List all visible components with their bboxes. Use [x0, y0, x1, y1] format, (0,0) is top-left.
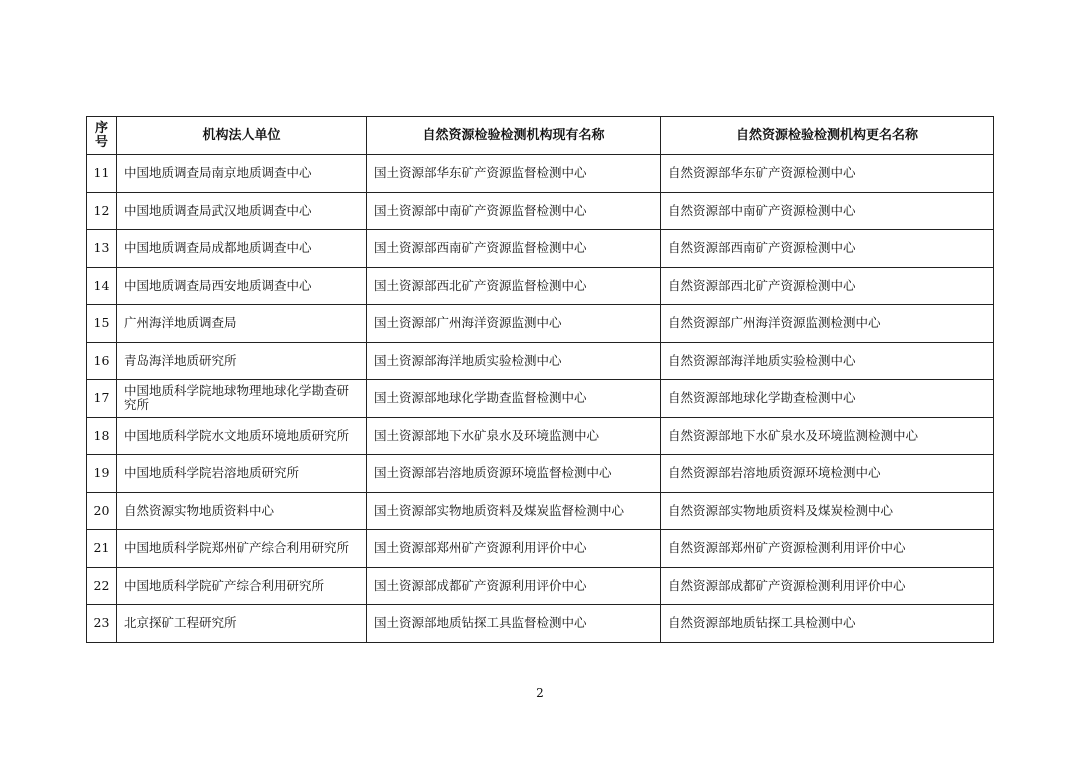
- cell-new-name: 自然资源部华东矿产资源检测中心: [661, 155, 994, 193]
- cell-new-name: 自然资源部西南矿产资源检测中心: [661, 230, 994, 268]
- cell-legal-entity: 广州海洋地质调查局: [117, 305, 367, 343]
- cell-legal-entity: 青岛海洋地质研究所: [117, 342, 367, 380]
- cell-new-name: 自然资源部实物地质资料及煤炭检测中心: [661, 492, 994, 530]
- cell-serial-number: 22: [87, 567, 117, 605]
- cell-current-name: 国土资源部地球化学勘查监督检测中心: [367, 380, 661, 418]
- cell-new-name: 自然资源部地质钻探工具检测中心: [661, 605, 994, 643]
- table-header-row: [87, 117, 994, 155]
- cell-serial-number: 19: [87, 455, 117, 493]
- cell-serial-number: 20: [87, 492, 117, 530]
- cell-legal-entity: 中国地质调查局武汉地质调查中心: [117, 192, 367, 230]
- cell-new-name: 自然资源部郑州矿产资源检测利用评价中心: [661, 530, 994, 568]
- table-row: [87, 305, 994, 343]
- cell-serial-number: 16: [87, 342, 117, 380]
- cell-current-name: 国土资源部西北矿产资源监督检测中心: [367, 267, 661, 305]
- table-row: [87, 192, 994, 230]
- cell-current-name: 国土资源部地质钻探工具监督检测中心: [367, 605, 661, 643]
- cell-current-name: 国土资源部海洋地质实验检测中心: [367, 342, 661, 380]
- table-row: [87, 267, 994, 305]
- table-body: [87, 155, 994, 643]
- table-row: [87, 417, 994, 455]
- cell-legal-entity: 中国地质科学院地球物理地球化学勘查研究所: [117, 380, 367, 418]
- cell-legal-entity: 中国地质科学院水文地质环境地质研究所: [117, 417, 367, 455]
- cell-legal-entity: 自然资源实物地质资料中心: [117, 492, 367, 530]
- cell-new-name: 自然资源部成都矿产资源检测利用评价中心: [661, 567, 994, 605]
- cell-current-name: 国土资源部岩溶地质资源环境监督检测中心: [367, 455, 661, 493]
- cell-current-name: 国土资源部西南矿产资源监督检测中心: [367, 230, 661, 268]
- cell-legal-entity: 中国地质调查局南京地质调查中心: [117, 155, 367, 193]
- cell-serial-number: 15: [87, 305, 117, 343]
- cell-legal-entity: 中国地质科学院岩溶地质研究所: [117, 455, 367, 493]
- header-serial-number: 序号: [87, 117, 117, 155]
- cell-new-name: 自然资源部海洋地质实验检测中心: [661, 342, 994, 380]
- cell-serial-number: 14: [87, 267, 117, 305]
- cell-current-name: 国土资源部郑州矿产资源利用评价中心: [367, 530, 661, 568]
- cell-legal-entity: 北京探矿工程研究所: [117, 605, 367, 643]
- cell-serial-number: 17: [87, 380, 117, 418]
- table-row: [87, 530, 994, 568]
- header-legal-entity: 机构法人单位: [117, 117, 367, 155]
- cell-serial-number: 21: [87, 530, 117, 568]
- header-new-name: 自然资源检验检测机构更名名称: [661, 117, 994, 155]
- cell-new-name: 自然资源部中南矿产资源检测中心: [661, 192, 994, 230]
- table-row: [87, 230, 994, 268]
- cell-new-name: 自然资源部广州海洋资源监测检测中心: [661, 305, 994, 343]
- cell-current-name: 国土资源部成都矿产资源利用评价中心: [367, 567, 661, 605]
- table-row: [87, 492, 994, 530]
- cell-current-name: 国土资源部实物地质资料及煤炭监督检测中心: [367, 492, 661, 530]
- cell-legal-entity: 中国地质科学院郑州矿产综合利用研究所: [117, 530, 367, 568]
- cell-current-name: 国土资源部华东矿产资源监督检测中心: [367, 155, 661, 193]
- cell-serial-number: 23: [87, 605, 117, 643]
- cell-current-name: 国土资源部广州海洋资源监测中心: [367, 305, 661, 343]
- cell-new-name: 自然资源部地球化学勘查检测中心: [661, 380, 994, 418]
- table-row: [87, 342, 994, 380]
- table-row: [87, 380, 994, 418]
- institution-rename-table: [86, 116, 994, 643]
- cell-legal-entity: 中国地质调查局成都地质调查中心: [117, 230, 367, 268]
- cell-current-name: 国土资源部中南矿产资源监督检测中心: [367, 192, 661, 230]
- table-row: [87, 605, 994, 643]
- cell-serial-number: 13: [87, 230, 117, 268]
- cell-serial-number: 12: [87, 192, 117, 230]
- table-row: [87, 567, 994, 605]
- header-current-name: 自然资源检验检测机构现有名称: [367, 117, 661, 155]
- table-row: [87, 155, 994, 193]
- cell-new-name: 自然资源部岩溶地质资源环境检测中心: [661, 455, 994, 493]
- cell-legal-entity: 中国地质调查局西安地质调查中心: [117, 267, 367, 305]
- cell-legal-entity: 中国地质科学院矿产综合利用研究所: [117, 567, 367, 605]
- cell-serial-number: 11: [87, 155, 117, 193]
- cell-current-name: 国土资源部地下水矿泉水及环境监测中心: [367, 417, 661, 455]
- cell-new-name: 自然资源部西北矿产资源检测中心: [661, 267, 994, 305]
- cell-serial-number: 18: [87, 417, 117, 455]
- table-row: [87, 455, 994, 493]
- cell-new-name: 自然资源部地下水矿泉水及环境监测检测中心: [661, 417, 994, 455]
- page-number: 2: [536, 686, 544, 700]
